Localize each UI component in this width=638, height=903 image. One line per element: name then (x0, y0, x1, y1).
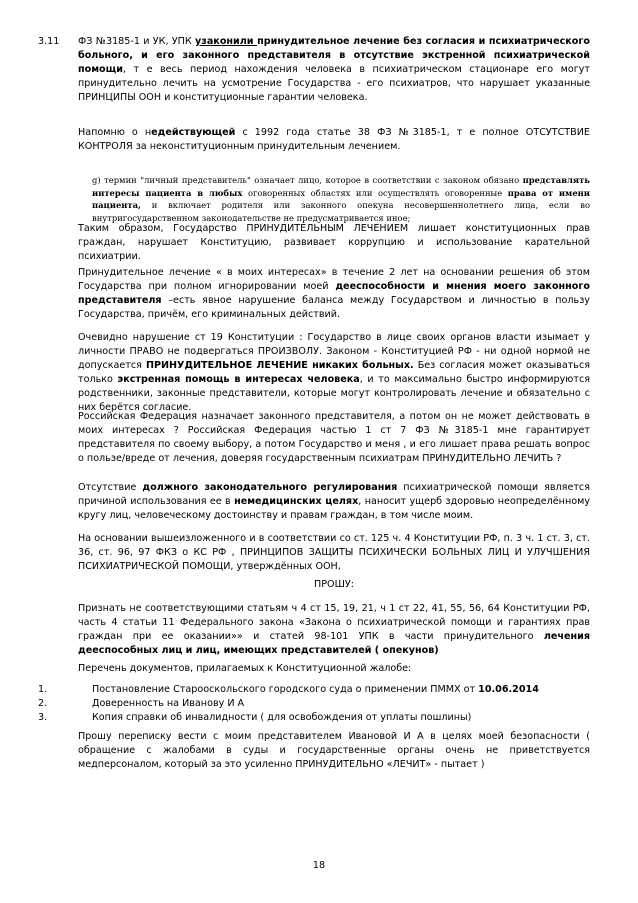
paragraph-regulation: Отсутствие должного законодательного регулирования психиатрической помощи является причиной использования ее в немедицинских целях, наносит ущерб здоровью неопределённому кругу лиц, человеческому достоинству и правам граждан, в том числе моим. (78, 482, 590, 521)
paragraph-conclusion: Таким образом, Государство ПРИНУДИТЕЛЬНЫМ ЛЕЧЕНИЕМ лишает конституционных прав граждан, нарушает Конституцию, развивает коррупцию и использование карательной психиатрии. (78, 223, 590, 262)
paragraph-article-19: Очевидно нарушение ст 19 Конституции : Государство в лице своих органов власти изымает у личности ПРАВО не подвергаться ПРОИЗВОЛУ. Законом - Конституцией РФ - ни одной нормой не допускается ПРИНУДИТЕЛЬНОЕ ЛЕЧЕНИЕ никаких больных. Без согласия может оказываться только экстренная помощь в интересах человека, и то максимально быстро информируются родственники, законные представители, которые могут контролировать лечение и обязательно с них берётся согласие. (78, 332, 590, 413)
quote-personal-representative: g) термин "личный представитель" означает лицо, которое в соответствии с законом обязано представлять интересы пациента в любых оговоренных областях или осуществлять оговоренные права от имени пациента, и включает родителя или законного опекуна несовершеннолетнего лица, если во внутригосударственном законодательстве не предусматривается иное; (92, 175, 590, 223)
attachments-heading: Перечень документов, прилагаемых к Конституционной жалобе: (78, 663, 412, 674)
paragraph-3-11: 3.11 ФЗ №3185-1 и УК, УПК узаконили принудительное лечение без согласия и психиатрического больного, и его законного представителя в отсутствие экстренной психиатрической помощи, т е весь период нахождения человека в психиатрическом стационаре его могут принудительно лечить на усмотрение Государства - его психиатров, что нарушает указанные ПРИНЦИПЫ ООН и конституционные гарантии человека. (38, 36, 590, 103)
paragraph-representative: Российская Федерация назначает законного представителя, а потом он не может действовать в моих интересах ? Российская Федерация частью 1 ст 7 ФЗ №3185-1 мне гарантирует представителя по своему выбору, а потом Государство и меня , и его лишает права решать вопрос о пользе/вреде от лечения, доверяя государственным психиатрам ПРИНУДИТЕЛЬНО ЛЕЧИТЬ ? (78, 411, 590, 464)
attachment-item: 1. Постановление Старооскольского городского суда о применении ПММХ от 10.06.2014 (38, 684, 539, 695)
attachment-item: 3. Копия справки об инвалидности ( для освобождения от уплаты пошлины) (38, 712, 472, 723)
page-number: 18 (312, 860, 326, 871)
paragraph-grounds: На основании вышеизложенного и в соответствии со ст. 125 ч. 4 Конституции РФ, п. 3 ч. 1 ст. 3, ст. 36, ст. 96, 97 ФКЗ о КС РФ , ПРИНЦИПОВ ЗАЩИТЫ ПСИХИЧЕСКИ БОЛЬНЫХ ЛИЦ И УЛУЧШЕНИЯ ПСИХИАТРИЧЕСКОЙ ПОМОЩИ, утверждённых ООН, (78, 533, 590, 572)
paragraph-forced-treatment: Принудительное лечение « в моих интересах» в течение 2 лет на основании решения об этом Государства при полном игнорировании моей дееспособности и мнения моего законного представителя –есть явное нарушение баланса между Государством и личностью в пользу Государства, причём, его криминальных действий. (78, 267, 590, 320)
paragraph-request: Признать не соответствующими статьям ч 4 ст 15, 19, 21, ч 1 ст 22, 41, 55, 56, 64 Конституции РФ, часть 4 статьи 11 Федерального закона «Закона о психиатрической помощи и гарантиях прав граждан при ее оказании»» и статей 98-101 УПК в части принудительного лечения дееспособных лиц и лиц, имеющих представителей ( опекунов) (78, 603, 590, 656)
paragraph-reminder: Напомню о недействующей с 1992 года статье 38 ФЗ №3185-1, т е полное ОТСУТСТВИЕ КОНТРОЛЯ за неконституционным принудительным лечением. (78, 127, 590, 152)
attachment-item: 2. Доверенность на Иванову И А (38, 698, 245, 709)
request-heading: ПРОШУ: (314, 579, 354, 590)
clause-number: 3.11 (38, 36, 60, 47)
paragraph-correspondence: Прошу переписку вести с моим представителем Ивановой И А в целях моей безопасности ( обращение с жалобами в суды и государственные органы очень не приветствуется медперсоналом, который за это усиленно ПРИНУДИТЕЛЬНО «ЛЕЧИТ» - пытает ) (78, 731, 590, 770)
